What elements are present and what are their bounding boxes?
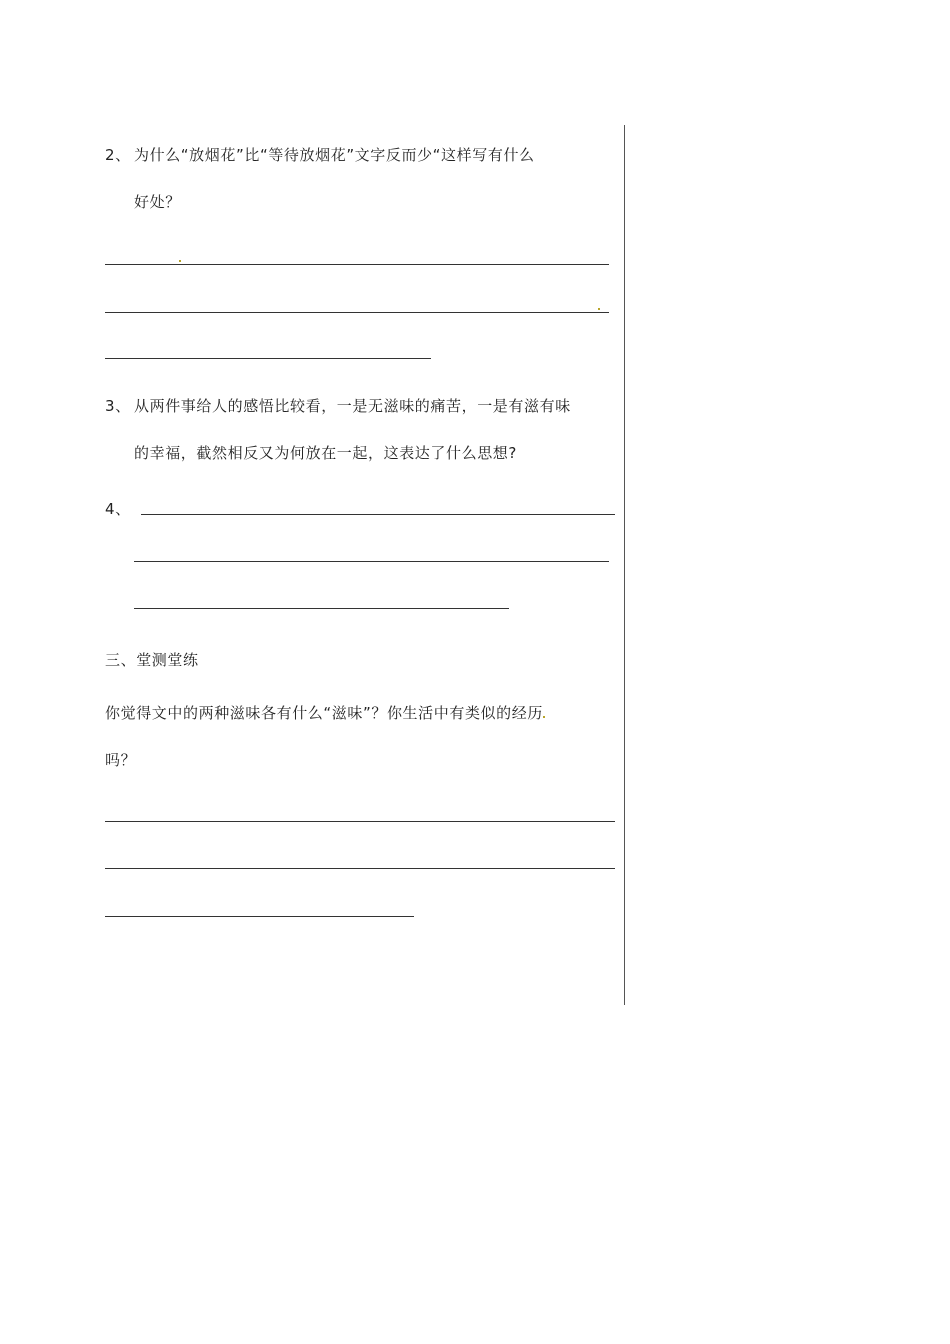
- question-3-number: 3、: [105, 397, 131, 415]
- mark-dot: [598, 308, 600, 310]
- mark-dot: [179, 260, 181, 262]
- section-3-title: 三、堂测堂练: [105, 651, 199, 669]
- answer-line[interactable]: [105, 358, 431, 359]
- answer-line[interactable]: [141, 514, 615, 515]
- answer-line[interactable]: [134, 561, 609, 562]
- mark-dot: [543, 716, 545, 718]
- answer-line[interactable]: [105, 312, 609, 313]
- question-4-number: 4、: [105, 500, 131, 518]
- answer-line[interactable]: [105, 821, 615, 822]
- answer-line[interactable]: [105, 916, 414, 917]
- question-2-text-line1: 为什么“放烟花”比“等待放烟花”文字反而少“这样写有什么: [134, 146, 535, 164]
- page-margin-rule: [624, 125, 625, 1005]
- question-2-text-line2: 好处？: [134, 193, 181, 211]
- answer-line[interactable]: [105, 264, 609, 265]
- question-2-number: 2、: [105, 146, 131, 164]
- answer-line[interactable]: [105, 868, 615, 869]
- answer-line[interactable]: [134, 608, 509, 609]
- question-3-text-line1: 从两件事给人的感悟比较看，一是无滋味的痛苦，一是有滋有味: [134, 397, 571, 415]
- section-3-question-line1: 你觉得文中的两种滋味各有什么“滋味”？你生活中有类似的经历: [105, 704, 543, 722]
- question-3-text-line2: 的幸福，截然相反又为何放在一起，这表达了什么思想?: [134, 444, 517, 462]
- section-3-question-line2: 吗？: [105, 751, 137, 769]
